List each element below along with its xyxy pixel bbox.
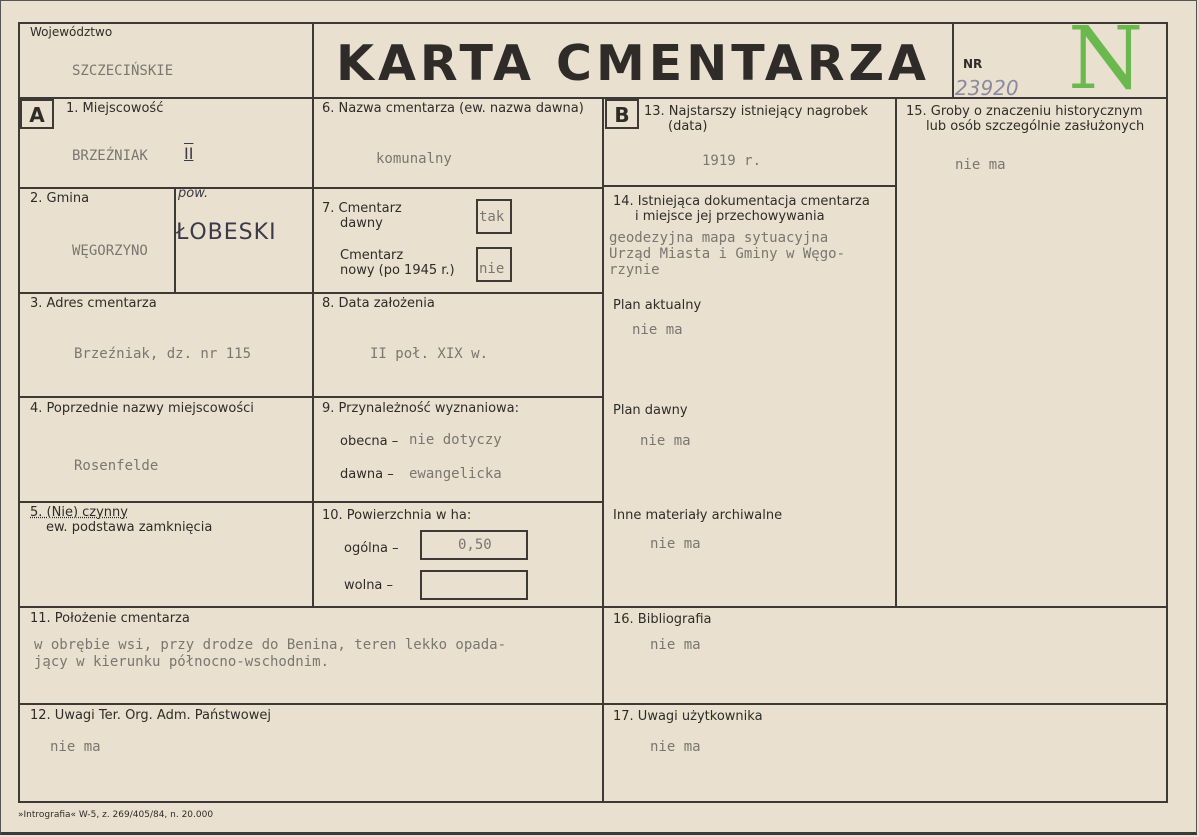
page-title: KARTA CMENTARZA: [336, 35, 930, 92]
field-14-label: 14. Istniejąca dokumentacja cmentarza: [613, 194, 870, 209]
field-5-label: 5. (Nie) czynny: [30, 505, 128, 520]
section-b-marker: B: [605, 99, 639, 129]
field-6-value: komunalny: [376, 151, 452, 167]
field-16-label: 16. Bibliografia: [613, 612, 712, 627]
field-2-label: 2. Gmina: [30, 191, 90, 206]
field-1-label: 1. Miejscowość: [66, 101, 164, 116]
printer-footer: »Intrografia« W-5, z. 269/405/84, n. 20.000: [18, 810, 214, 820]
field-14-line1: geodezyjna mapa sytuacyjna: [609, 230, 829, 246]
field-14-sublabel: i miejsce jej przechowywania: [635, 209, 825, 224]
field-7-new-label: Cmentarz: [340, 248, 404, 263]
field-1-cell: [18, 97, 314, 189]
field-6-label: 6. Nazwa cmentarza (ew. nazwa dawna): [322, 101, 584, 116]
free-area-box: [420, 570, 528, 600]
total-area-value: 0,50: [458, 537, 492, 553]
field-8-value: II poł. XIX w.: [370, 346, 489, 362]
field-17-label: 17. Uwagi użytkownika: [613, 709, 763, 724]
plan-current-value: nie ma: [632, 322, 683, 338]
section-a-marker: A: [20, 99, 54, 129]
nr-value: 23920: [955, 76, 1019, 100]
old-cemetery-value: tak: [479, 209, 505, 225]
field-12-label: 12. Uwagi Ter. Org. Adm. Państwowej: [30, 708, 271, 723]
new-cemetery-box: [476, 247, 512, 282]
field-3-value: Brzeźniak, dz. nr 115: [74, 346, 252, 362]
field-13-value: 1919 r.: [702, 153, 762, 169]
field-10-total-label: ogólna –: [344, 541, 399, 556]
field-8-label: 8. Data założenia: [322, 296, 435, 311]
field-3-label: 3. Adres cmentarza: [30, 296, 157, 311]
plan-old-value: nie ma: [640, 433, 691, 449]
field-5-sublabel: ew. podstawa zamknięcia: [46, 520, 213, 535]
field-15-value: nie ma: [955, 157, 1006, 173]
field-13-sublabel: (data): [668, 119, 708, 134]
field-9-current-label: obecna –: [340, 434, 399, 449]
field-14-line3: rzynie: [609, 262, 660, 278]
field-15-label: 15. Groby o znaczeniu historycznym: [906, 104, 1143, 119]
field-2-value: WĘGORZYNO: [72, 243, 148, 259]
plan-current-label: Plan aktualny: [613, 298, 702, 313]
total-area-box: [420, 530, 528, 560]
field-10-free-label: wolna –: [344, 578, 394, 593]
field-11-line1: w obrębie wsi, przy drodze do Benina, teren lekko opada-: [34, 637, 507, 653]
county-value: ŁOBESKI: [176, 220, 277, 245]
field-7-label: 7. Cmentarz: [322, 201, 402, 216]
field-9-former-value: ewangelicka: [409, 466, 502, 482]
field-9-current-value: nie dotyczy: [409, 432, 502, 448]
new-cemetery-value: nie: [479, 261, 505, 277]
field-9-label: 9. Przynależność wyznaniowa:: [322, 401, 520, 416]
nr-label: NR: [963, 57, 983, 71]
field-11-line2: jący w kierunku północno-wschodnim.: [34, 654, 330, 670]
voivodeship-label: Województwo: [30, 25, 113, 39]
nr-mark: N: [1068, 9, 1144, 109]
field-7-old-label: dawny: [340, 216, 383, 231]
field-1-value: BRZEŹNIAK: [72, 148, 148, 164]
field-15-cell: [895, 97, 1168, 608]
field-9-former-label: dawna –: [340, 467, 394, 482]
field-7-new-sublabel: nowy (po 1945 r.): [340, 263, 455, 278]
field-4-value: Rosenfelde: [74, 458, 159, 474]
other-materials-label: Inne materiały archiwalne: [613, 508, 783, 523]
field-1-note: II: [184, 144, 194, 163]
field-10-label: 10. Powierzchnia w ha:: [322, 508, 472, 523]
plan-old-label: Plan dawny: [613, 403, 688, 418]
field-16-value: nie ma: [650, 637, 701, 653]
old-cemetery-box: [476, 199, 512, 234]
field-15-sublabel: lub osób szczególnie zasłużonych: [926, 119, 1145, 134]
field-14-line2: Urząd Miasta i Gminy w Węgo-: [609, 246, 846, 262]
voivodeship-value: SZCZECIŃSKIE: [72, 63, 174, 79]
field-4-label: 4. Poprzednie nazwy miejscowości: [30, 401, 254, 416]
field-11-label: 11. Położenie cmentarza: [30, 611, 190, 626]
other-materials-value: nie ma: [650, 536, 701, 552]
field-13-label: 13. Najstarszy istniejący nagrobek: [644, 104, 868, 119]
field-12-value: nie ma: [50, 739, 101, 755]
county-label: pow.: [178, 186, 209, 201]
field-17-value: nie ma: [650, 739, 701, 755]
